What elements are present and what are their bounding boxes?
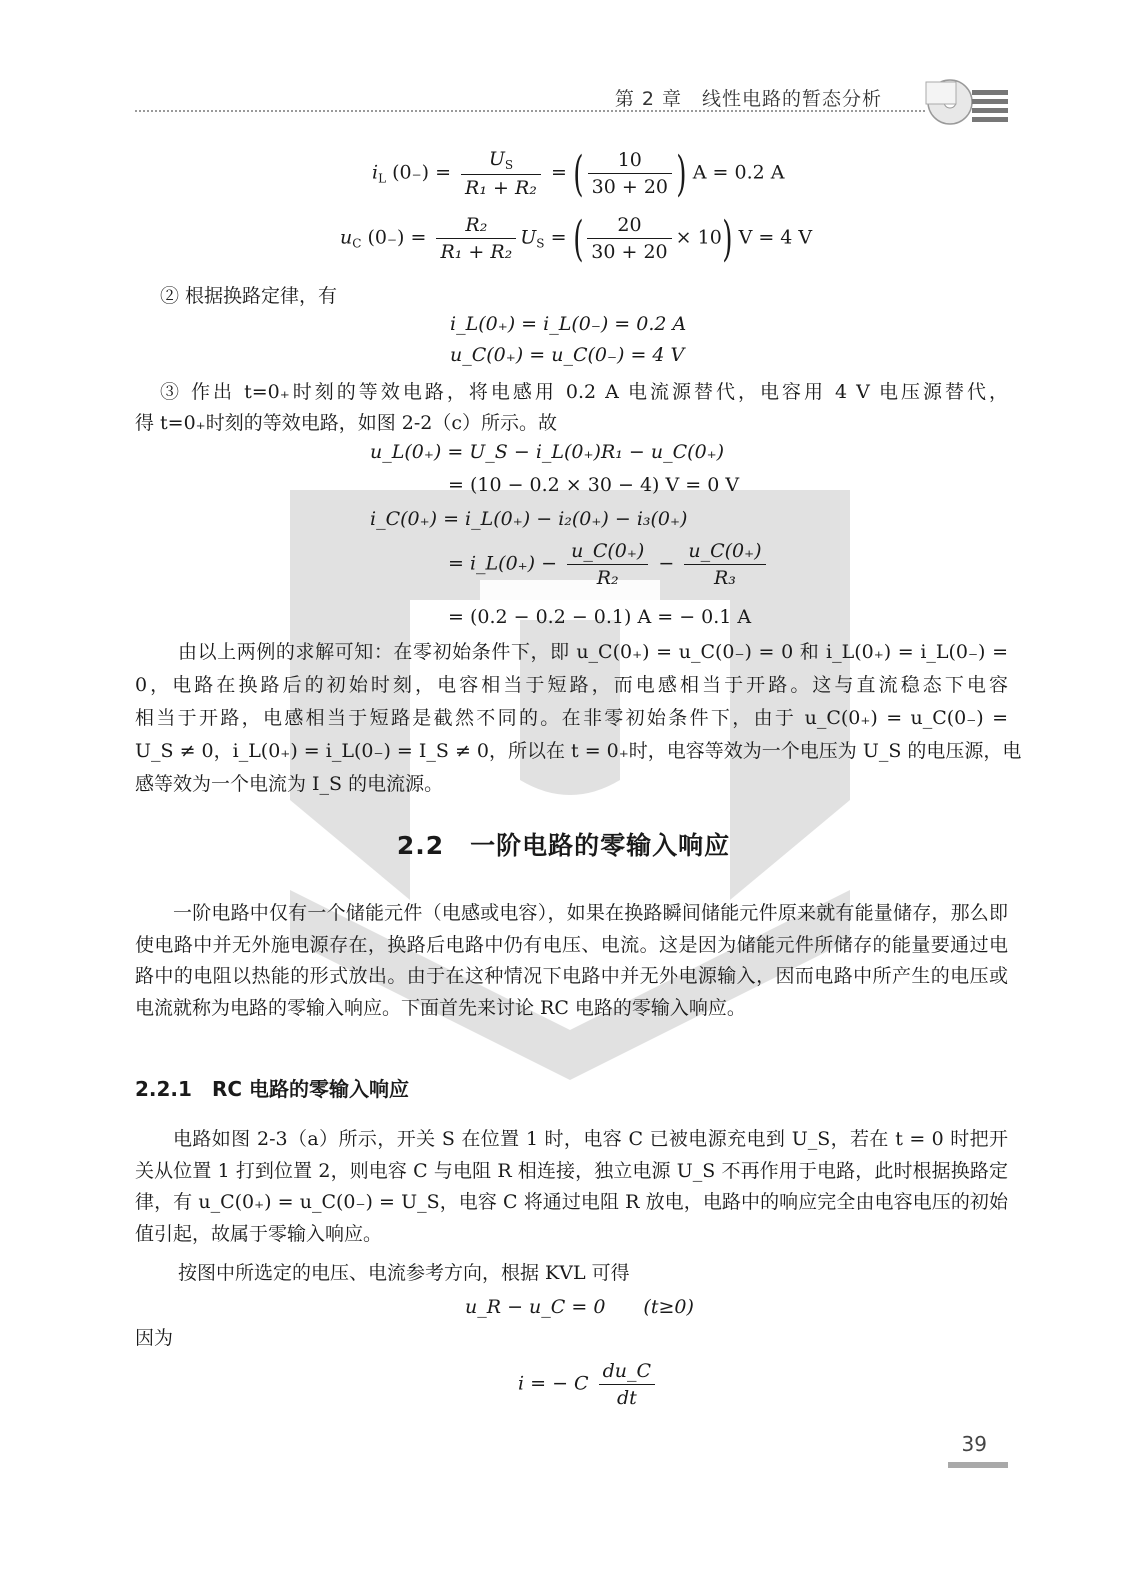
computer-disc-icon <box>916 72 1012 132</box>
text-rc-paragraph: 电路如图 2-3（a）所示，开关 S 在位置 1 时，电容 C 已被电源充电到 U_S，若在 t = 0 时把开关从位置 1 打到位置 2，则电容 C 与电阻 R 相连接，独立电源 U_S 不再作用于电路，此时根据换路定律，有 u_C(0₊) = u_C(0₋) = U_S，电容 C 将通过电阻 R 放电，电路中的响应完全由电容电压的初始值引起，故属于零输入响应。 <box>135 1128 1008 1245</box>
subsection-title: 2.2.1 RC 电路的零输入响应 <box>135 1077 409 1101</box>
eq2-arg: (0₋) = <box>367 226 427 249</box>
eq1-lhs: i <box>372 161 379 184</box>
equation-ic-expanded <box>448 540 770 589</box>
eq8-frac1-num: u_C(0₊) <box>571 540 645 562</box>
eq11-den: dt <box>599 1384 655 1409</box>
text-rule-3-line1: ③ 作出 t=0₊时刻的等效电路，将电感用 0.2 A 电流源替代，电容用 4 V 电压源替代， <box>160 381 1008 403</box>
eq8-fraction-r2 <box>567 540 648 589</box>
eq1-paren-fraction <box>588 149 672 198</box>
eq1-lhs-sub: L <box>378 171 387 186</box>
equation-uc-0plus: u_C(0₊) = u_C(0₋) = 4 V <box>450 344 685 366</box>
eq8-frac2-num: u_C(0₊) <box>688 540 762 562</box>
eq1-equals: = <box>550 161 567 184</box>
equation-uc-0minus: $u_C$ (0₋) = $\frac{\text{R₂}}{\text{R₁ + R₂}}$ $U_S$ = ( $\frac{20}{30 + 20}$ × 10) V = 4 V <box>340 210 813 267</box>
eq11-num: du_C <box>602 1360 652 1382</box>
eq2-num: R₂ <box>465 214 488 236</box>
equation-kvl: u_R − u_C = 0 (t≥0) <box>465 1296 694 1318</box>
eq2-paren-den: 30 + 20 <box>587 238 671 263</box>
eq8-minus: − <box>658 552 675 575</box>
eq1-fraction <box>461 148 541 199</box>
eq1-num: U <box>488 148 505 170</box>
text-because: 因为 <box>135 1327 174 1349</box>
eq2-fraction <box>436 214 516 263</box>
eq2-result: V = 4 V <box>738 226 813 249</box>
equation-il-0minus: $i_L$ (0₋) = $\frac{U_S}{\text{R₁ + R₂}}$ = ( $\frac{10}{30 + 20}$ ) A = 0.2 A <box>372 145 785 202</box>
equation-current <box>518 1360 659 1409</box>
eq2-mult: U <box>520 226 537 249</box>
equation-il-0plus: i_L(0₊) = i_L(0₋) = 0.2 A <box>450 313 687 335</box>
equation-ul-result: = (10 − 0.2 × 30 − 4) V = 0 V <box>448 474 740 496</box>
eq8-frac2-den: R₃ <box>684 564 765 589</box>
eq2-lhs-sub: C <box>352 236 362 251</box>
equation-ul-0plus: u_L(0₊) = U_S − i_L(0₊)R₁ − u_C(0₊) <box>370 441 725 463</box>
equation-ic-result: = (0.2 − 0.2 − 0.1) A = − 0.1 A <box>448 606 752 628</box>
eq8-prefix: = i_L(0₊) − <box>448 552 558 575</box>
eq2-lhs: u <box>340 226 353 249</box>
chapter-header-title: 第 2 章 线性电路的暂态分析 <box>614 88 882 110</box>
eq1-paren-den: 30 + 20 <box>588 173 672 198</box>
equation-ic-0plus: i_C(0₊) = i_L(0₊) − i₂(0₊) − i₃(0₊) <box>370 508 688 530</box>
text-rule-3-line2: 得 t=0₊时刻的等效电路，如图 2-2（c）所示。故 <box>135 412 557 434</box>
text-summary-line1: 由以上两例的求解可知：在零初始条件下，即 u_C(0₊) = u_C(0₋) = 0 和 i_L(0₊) = i_L(0₋) = <box>178 641 1008 663</box>
text-summary-line2: 0，电路在换路后的初始时刻，电容相当于短路，而电感相当于开路。这与直流稳态下电容 <box>135 674 1008 696</box>
text-summary-line3: 相当于开路，电感相当于短路是截然不同的。在非零初始条件下，由于 u_C(0₊) = u_C(0₋) = <box>135 707 1008 729</box>
page-number: 39 <box>961 1432 987 1456</box>
eq11-fraction <box>599 1360 655 1409</box>
eq1-paren-num: 10 <box>617 149 642 171</box>
eq1-result: A = 0.2 A <box>692 161 785 184</box>
eq2-paren-num: 20 <box>617 214 642 236</box>
text-kvl: 按图中所选定的电压、电流参考方向，根据 KVL 可得 <box>178 1262 630 1284</box>
eq2-den: R₁ + R₂ <box>436 238 516 263</box>
eq8-frac1-den: R₂ <box>567 564 648 589</box>
eq11-lhs: i = − C <box>518 1372 589 1395</box>
page-number-bar <box>948 1462 1008 1468</box>
eq1-num-sub: S <box>504 158 514 172</box>
text-intro-paragraph: 一阶电路中仅有一个储能元件（电感或电容），如果在换路瞬间储能元件原来就有能量储存，那么即使电路中并无外施电源存在，换路后电路中仍有电压、电流。这是因为储能元件所储存的能量要通过电路中的电阻以热能的形式放出。由于在这种情况下电路中并无外电源输入，因而电路中所产生的电压或电流就称为电路的零输入响应。下面首先来讨论 RC 电路的零输入响应。 <box>135 902 1008 1019</box>
text-rule-2: ② 根据换路定律，有 <box>160 285 338 307</box>
eq1-den: R₁ + R₂ <box>461 174 541 199</box>
eq2-paren-fraction <box>587 214 671 263</box>
eq1-arg: (0₋) = <box>392 161 451 184</box>
header-dotted-rule <box>135 110 925 112</box>
eq2-equals: = <box>550 226 567 249</box>
eq2-mult-sub: S <box>536 236 545 251</box>
eq8-fraction-r3 <box>684 540 765 589</box>
section-title: 2.2 一阶电路的零输入响应 <box>396 831 731 860</box>
text-summary-line4: U_S ≠ 0，i_L(0₊) = i_L(0₋) = I_S ≠ 0，所以在 t = 0₊时，电容等效为一个电压为 U_S 的电压源，电 <box>135 740 1022 762</box>
text-summary-line5: 感等效为一个电流为 I_S 的电流源。 <box>135 773 444 795</box>
eq2-times: × 10 <box>675 226 722 249</box>
